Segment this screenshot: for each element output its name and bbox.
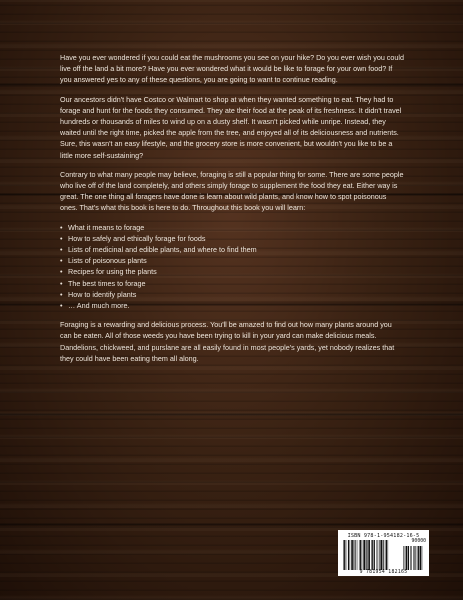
- ean-digits: 9 781954 182165: [359, 570, 408, 575]
- isbn-barcode: [338, 530, 429, 576]
- list-item: • Lists of medicinal and edible plants, and where to find them: [60, 244, 405, 255]
- list-item: • What it means to forage: [60, 222, 405, 233]
- barcode-bars-row: [341, 540, 426, 570]
- list-item: • How to safely and ethically forage for foods: [60, 233, 405, 244]
- contrary-paragraph: Contrary to what many people may believe, foraging is still a popular thing for some. There are some people who live off of the land completely, and others simply forage to supplement the food they eat. Either way is great. The one thing all foragers have done is learn about wild plants, and know how to spot poisonous ones. That's what this book is here to do. Throughout this book you will learn:: [60, 169, 404, 213]
- barcode-icon: [341, 540, 426, 570]
- isbn-label: ISBN 978-1-954182-16-5: [347, 533, 420, 539]
- price-code: 90000: [411, 539, 426, 544]
- list-item: • Recipes for using the plants: [60, 266, 405, 277]
- intro-paragraph: Have you ever wondered if you could eat the mushrooms you see on your hike? Do you ever wish you could live off the land a bit more? Have you ever wondered what it would be like to forage for your own food? If you answered yes to any of these questions, you are going to want to continue reading.: [60, 53, 404, 85]
- blurb: [60, 52, 405, 372]
- list-item: • How to identify plants: [60, 289, 405, 300]
- learn-list: [60, 222, 405, 312]
- ancestors-paragraph: Our ancestors didn't have Costco or Walmart to shop at when they wanted something to eat. They had to forage and hunt for the foods they consumed. They ate their food at the peak of its freshness. It didn't travel hundreds or thousands of miles to wind up on a dusty shelf. It wasn't picked while unripe. Instead, they waited until the right time, picked the apple from the tree, and enjoyed all of its deliciousness and nutrients. Sure, this wasn't an easy lifestyle, and the grocery store is more convenient, but wouldn't you like to be a little more self-sustaining?: [60, 94, 402, 160]
- list-item: • The best times to forage: [60, 278, 405, 289]
- list-item: • Lists of poisonous plants: [60, 255, 405, 266]
- list-item: • … And much more.: [60, 300, 405, 311]
- closing-paragraph: Foraging is a rewarding and delicious process. You'll be amazed to find out how many plants around you can be eaten. All of those weeds you have been trying to kill in your yard can make delicious meals. Dandelions, chickweed, and purslane are all easily found in most people's yards, yet nobody realizes that they could have been eating them all along.: [60, 320, 395, 363]
